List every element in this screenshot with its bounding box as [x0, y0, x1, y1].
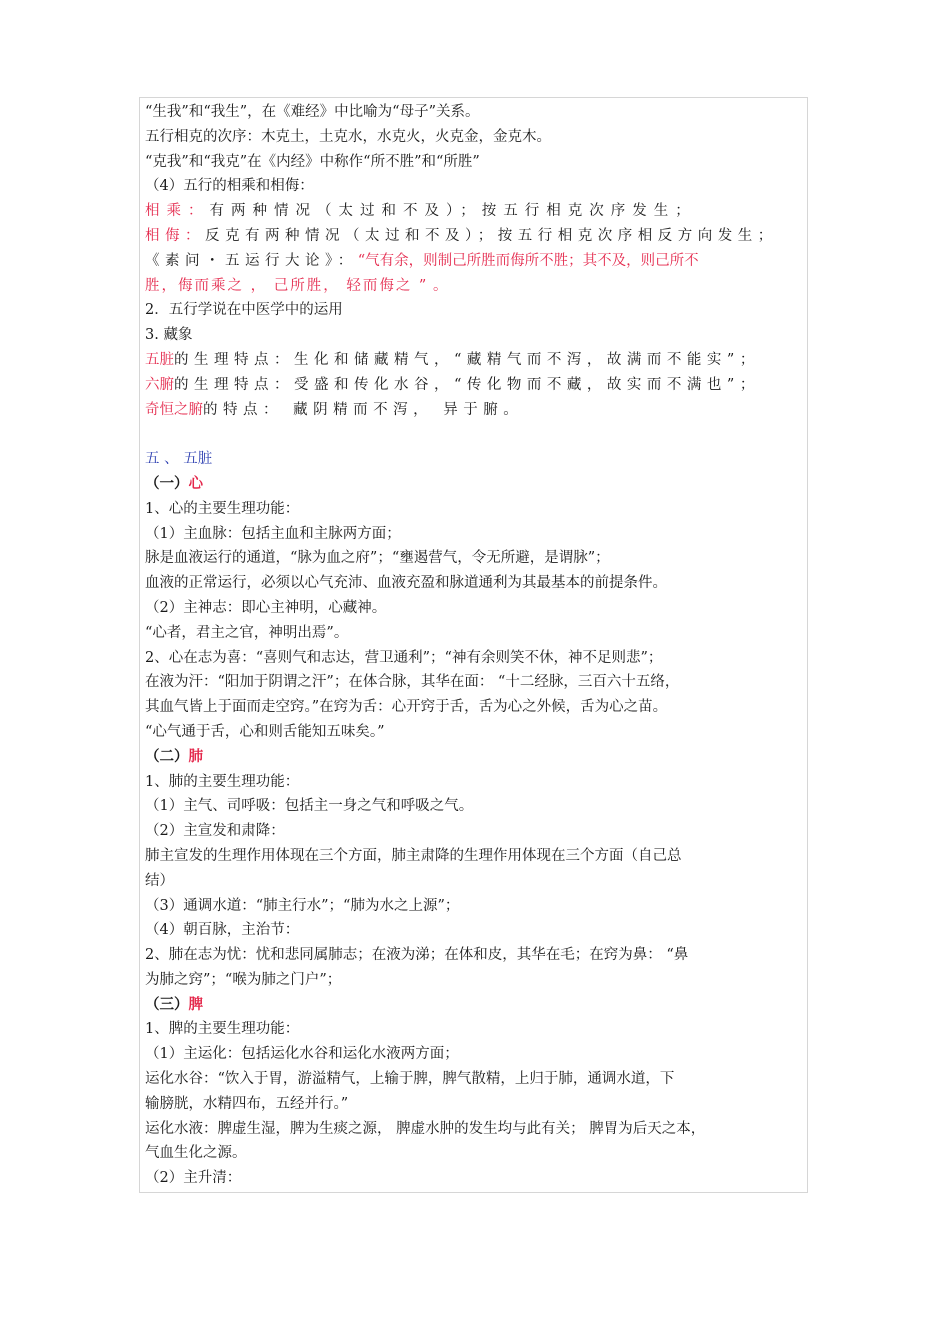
text-line: “心者，君主之官，神明出焉”。 — [145, 624, 349, 641]
term-liufu: 六腑 — [145, 376, 174, 393]
spacer — [145, 422, 805, 447]
text-line: 五行相克的次序：木克土，土克水，水克火，火克金，金克木。 — [145, 128, 551, 145]
text-line: 输膀胱，水精四布，五经并行。” — [145, 1095, 349, 1112]
subsection-number: （三） — [145, 995, 189, 1013]
term-xiangwu: 相侮： — [145, 227, 205, 244]
text-line: 1、肺的主要生理功能： — [145, 773, 300, 790]
text-line: “生我”和“我生”，在《难经》中比喻为“母子”关系。 — [145, 104, 480, 120]
text-line: 1、脾的主要生理功能： — [145, 1021, 300, 1038]
text-line: 2、肺在志为忧：忧和悲同属肺志；在液为涕；在体和皮，其华在毛；在窍为鼻： “鼻 — [145, 947, 689, 964]
text-line: 为肺之窍”；“喉为肺之门户”； — [145, 971, 342, 988]
subsection-number: （二） — [145, 747, 189, 765]
quote-red: “气有余，则制己所胜而侮所不胜；其不及，则己所不 — [357, 252, 699, 269]
section-heading: 五 、 五脏 — [145, 451, 213, 468]
subsection-heart — [145, 472, 805, 497]
text-line: （3）通调水道：“肺主行水”；“肺为水之上源”； — [145, 897, 460, 914]
text-line: “克我”和“我克”在《内经》中称作“所不胜”和“所胜” — [145, 153, 480, 170]
text-line: 结） — [145, 872, 174, 889]
text-line: “心气通于舌，心和则舌能知五味矣。” — [145, 723, 385, 740]
text-line: （2）主神志：即心主神明，心藏神。 — [145, 599, 387, 616]
text-line — [145, 199, 805, 224]
text-line: 3. 藏象 — [145, 327, 193, 344]
text-span: 的生理特点：受盛和传化水谷，“传化物而不藏，故实而不满也”； — [174, 376, 760, 393]
subsection-number: （一） — [145, 474, 189, 492]
citation: 《素问・五运行大论》： — [145, 252, 358, 269]
term-qihengzhifu: 奇恒之腑 — [145, 401, 203, 418]
subsection-spleen — [145, 993, 805, 1018]
text-line: 血液的正常运行，必须以心气充沛、血液充盈和脉道通利为其最基本的前提条件。 — [145, 575, 667, 592]
document-body — [145, 100, 805, 1191]
subsection-lung — [145, 745, 805, 770]
text-line — [145, 348, 805, 373]
text-line: （1）主运化：包括运化水谷和运化水液两方面； — [145, 1046, 459, 1063]
subsection-title: 肺 — [188, 747, 203, 765]
text-line: （1）主气、司呼吸：包括主一身之气和呼吸之气。 — [145, 798, 474, 815]
text-line: （1）主血脉：包括主血和主脉两方面； — [145, 525, 401, 542]
text-line: 2．五行学说在中医学中的运用 — [145, 302, 343, 319]
quote-red: 胜，侮而乘之 ， 己所胜， 轻而侮之 ” — [145, 277, 429, 294]
text-span: 的生理特点：生化和储藏精气，“藏精气而不泻，故满而不能实”； — [174, 351, 760, 368]
text-line — [145, 274, 805, 299]
text-line — [145, 224, 805, 249]
term-wuzang: 五脏 — [145, 351, 174, 368]
text-span: 有两种情况（太过和不及）；按五行相克次序发生； — [209, 203, 697, 220]
text-line: 其血气皆上于面而走空窍。”在窍为舌：心开窍于舌，舌为心之外候，舌为心之苗。 — [145, 699, 668, 716]
text-line: 肺主宣发的生理作用体现在三个方面，肺主肃降的生理作用体现在三个方面（自己总 — [145, 847, 682, 864]
text-span: 的特点： 藏阴精而不泻， 异于腑。 — [203, 401, 524, 418]
text-line: 2、心在志为喜：“喜则气和志达，营卫通利”；“神有余则笑不休，神不足则悲”； — [145, 649, 663, 666]
text-line: （4）五行的相乘和相侮： — [145, 178, 314, 195]
text-line: 在液为汗：“阳加于阴谓之汗”；在体合脉，其华在面： “十二经脉，三百六十五络， — [145, 674, 680, 691]
subsection-title: 心 — [188, 474, 203, 492]
text-line: 脉是血液运行的通道，“脉为血之府”；“壅遏营气，令无所避，是谓脉”； — [145, 550, 610, 567]
text-line — [145, 249, 805, 274]
quote-red: 。 — [428, 277, 448, 294]
text-line: 气血生化之源。 — [145, 1145, 247, 1162]
text-span: 反克有两种情况（太过和不及）；按五行相克次序相反方向发生； — [205, 227, 778, 244]
text-line: 运化水谷：“饮入于胃，游溢精气，上输于脾，脾气散精，上归于肺，通调水道，下 — [145, 1071, 675, 1088]
subsection-title: 脾 — [188, 995, 203, 1013]
text-line: 1、心的主要生理功能： — [145, 500, 300, 517]
term-xiangcheng: 相乘： — [145, 203, 210, 220]
text-line: 运化水液：脾虚生湿，脾为生痰之源， 脾虚水肿的发生均与此有关； 脾胃为后天之本， — [145, 1120, 706, 1137]
text-line — [145, 373, 805, 398]
text-line: （2）主升清： — [145, 1170, 242, 1187]
text-line — [145, 398, 805, 423]
text-line: （4）朝百脉，主治节： — [145, 922, 300, 939]
text-line: （2）主宣发和肃降： — [145, 823, 285, 840]
